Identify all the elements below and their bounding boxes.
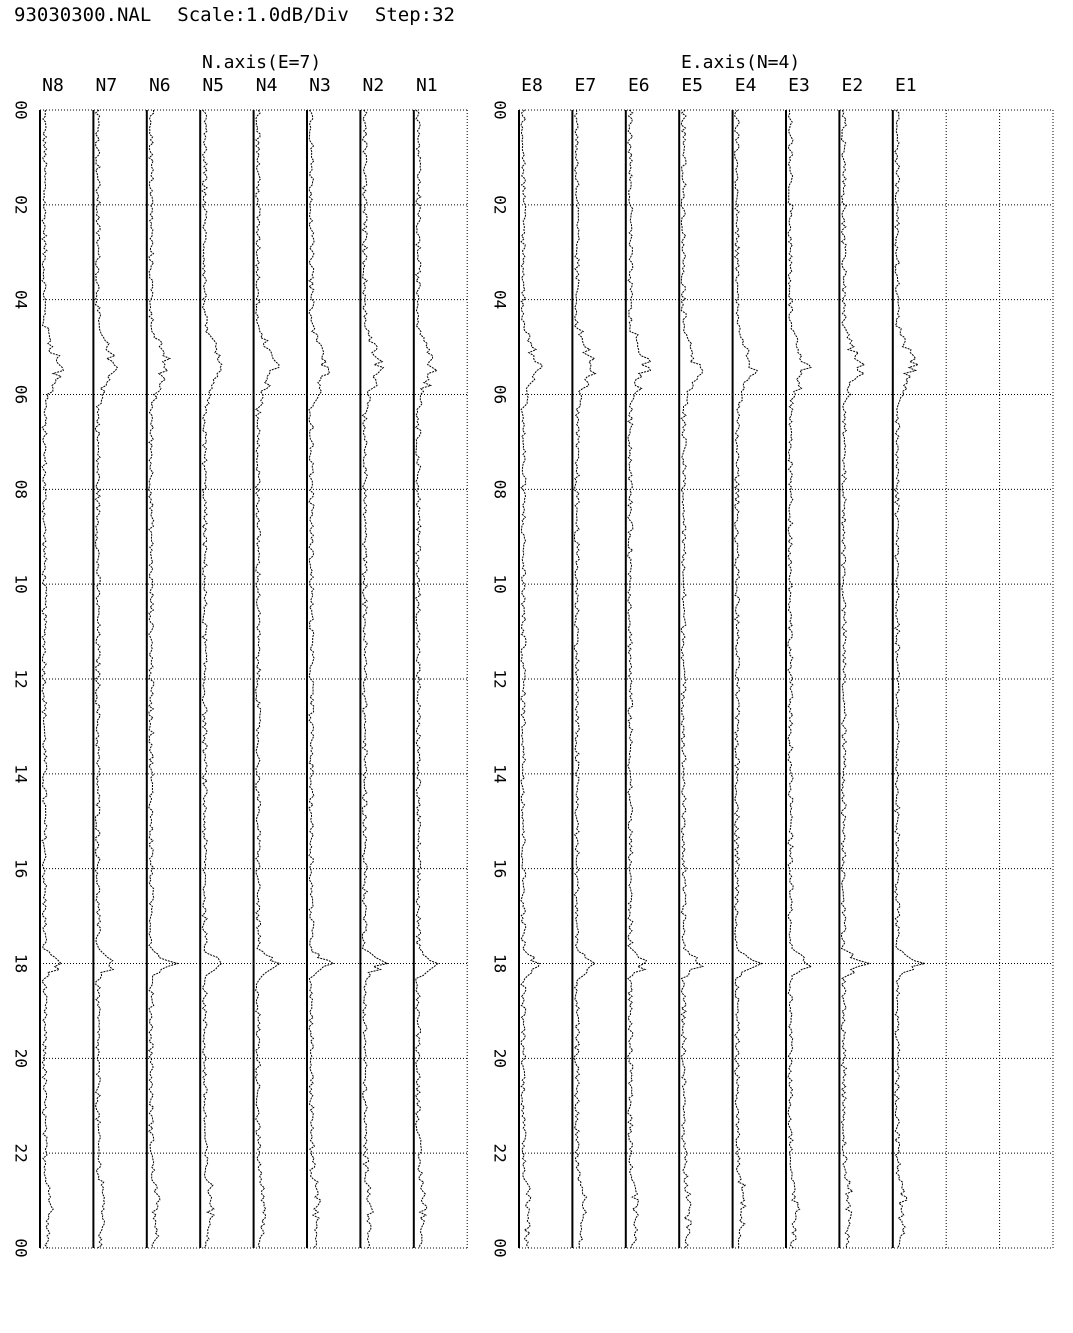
group-title: N.axis(E=7) <box>201 52 322 73</box>
channel-label: E8 <box>521 75 543 96</box>
channel-label: N3 <box>309 75 331 96</box>
channel-label: E2 <box>841 75 864 96</box>
channel-label: E5 <box>681 75 704 96</box>
time-tick-label: 06 <box>490 384 510 405</box>
time-tick-label: 02 <box>11 195 31 215</box>
channel-trace <box>574 110 595 1248</box>
time-tick-label: 12 <box>11 669 31 689</box>
channel-label: N1 <box>415 75 438 96</box>
time-tick-label: 16 <box>11 859 31 879</box>
time-tick-label: 00 <box>11 1238 31 1258</box>
time-tick-label: 20 <box>490 1048 510 1068</box>
time-tick-label: 04 <box>490 290 510 310</box>
time-tick-label: 22 <box>11 1143 31 1163</box>
time-tick-label: 06 <box>11 384 31 405</box>
time-tick-label: 18 <box>11 953 31 974</box>
channel-label: N6 <box>148 75 171 96</box>
step-label: Step:32 <box>374 4 455 26</box>
channel-trace <box>362 110 387 1248</box>
time-tick-label: 00 <box>11 100 31 120</box>
time-tick-label: 16 <box>490 859 510 879</box>
time-tick-label: 18 <box>490 953 510 974</box>
channel-label: N5 <box>202 75 225 96</box>
channel-label: N2 <box>362 75 385 96</box>
time-tick-label: 08 <box>11 479 31 499</box>
group-title: E.axis(N=4) <box>680 52 801 73</box>
channel-label: N4 <box>255 75 278 96</box>
time-tick-label: 12 <box>490 669 510 689</box>
time-tick-label: 14 <box>11 764 31 784</box>
time-tick-label: 20 <box>11 1048 31 1068</box>
channel-label: N7 <box>95 75 118 96</box>
channel-label: E1 <box>894 75 917 96</box>
channel-label: E7 <box>574 75 597 96</box>
time-tick-label: 14 <box>490 764 510 784</box>
channel-label: E6 <box>627 75 650 96</box>
time-tick-label: 10 <box>11 574 31 594</box>
time-tick-label: 00 <box>490 1238 510 1258</box>
time-tick-label: 04 <box>11 290 31 310</box>
time-tick-label: 08 <box>490 479 510 499</box>
time-tick-label: 00 <box>490 100 510 120</box>
grid <box>40 110 1053 1248</box>
channel-label: E3 <box>788 75 810 96</box>
scale-label: Scale:1.0dB/Div <box>177 4 349 26</box>
file-name: 93030300.NAL <box>14 4 152 26</box>
channel-trace <box>309 110 333 1248</box>
time-tick-label: 02 <box>490 195 510 215</box>
channel-trace <box>416 110 438 1248</box>
channel-label: E4 <box>734 75 757 96</box>
time-tick-label: 10 <box>490 574 510 594</box>
time-tick-label: 22 <box>490 1143 510 1163</box>
channel-label: N8 <box>42 75 64 96</box>
